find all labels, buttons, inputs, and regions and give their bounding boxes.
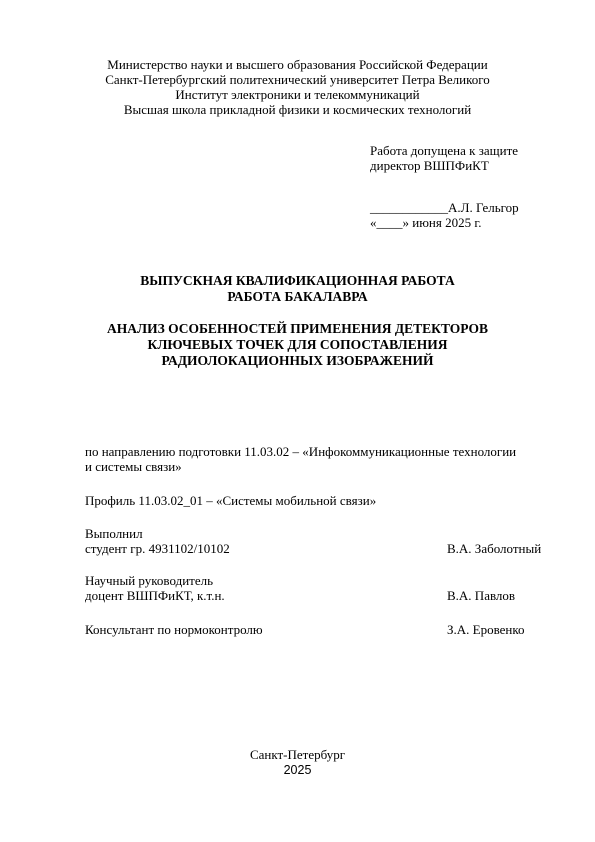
supervisor-position: доцент ВШПФиКТ, к.т.н. — [85, 588, 225, 603]
supervisor-row — [85, 588, 565, 603]
university-line: Санкт-Петербургский политехнический университет Петра Великого — [105, 72, 490, 87]
thesis-topic-line-3: РАДИОЛОКАЦИОННЫХ ИЗОБРАЖЕНИЙ — [161, 353, 434, 368]
study-direction-line-1: по направлению подготовки 11.03.02 – «Инфокоммуникационные технологии — [85, 444, 517, 459]
performer-name: В.А. Заболотный — [447, 541, 542, 556]
study-direction-line-2: и системы связи» — [85, 459, 182, 474]
approval-signature: ____________А.Л. Гельгор — [370, 200, 519, 215]
supervisor-name: В.А. Павлов — [447, 588, 516, 603]
performer-row — [85, 541, 565, 556]
consultant-row — [85, 622, 565, 637]
work-type — [0, 273, 595, 305]
thesis-topic — [0, 321, 595, 369]
footer-year: 2025 — [283, 763, 312, 777]
work-type-line-1: ВЫПУСКНАЯ КВАЛИФИКАЦИОННАЯ РАБОТА — [140, 273, 455, 288]
school-line: Высшая школа прикладной физики и космических технологий — [123, 102, 472, 117]
supervisor-label: Научный руководитель — [85, 573, 214, 588]
approval-date: «____» июня 2025 г. — [370, 215, 482, 230]
study-direction — [85, 444, 516, 474]
performer-position: студент гр. 4931102/10102 — [85, 541, 230, 556]
footer-city: Санкт-Петербург — [249, 747, 346, 762]
thesis-topic-line-2: КЛЮЧЕВЫХ ТОЧЕК ДЛЯ СОПОСТАВЛЕНИЯ — [147, 337, 448, 352]
consultant-position: Консультант по нормоконтролю — [85, 622, 263, 637]
study-profile: Профиль 11.03.02_01 – «Системы мобильной связи» — [85, 493, 377, 508]
institute-line: Институт электроники и телекоммуникаций — [175, 87, 420, 102]
thesis-topic-line-1: АНАЛИЗ ОСОБЕННОСТЕЙ ПРИМЕНЕНИЯ ДЕТЕКТОРОВ — [107, 321, 488, 336]
work-type-line-2: РАБОТА БАКАЛАВРА — [227, 289, 368, 304]
performer-label: Выполнил — [85, 526, 143, 541]
ministry-line: Министерство науки и высшего образования Российской Федерации — [107, 57, 488, 72]
organization-header — [0, 57, 595, 117]
approval-block — [370, 143, 518, 173]
approval-admitted-text: Работа допущена к защите — [370, 143, 519, 158]
approval-signature-block — [370, 200, 519, 230]
approval-director-text: директор ВШПФиКТ — [370, 158, 489, 173]
consultant-name: З.А. Еровенко — [447, 622, 525, 637]
